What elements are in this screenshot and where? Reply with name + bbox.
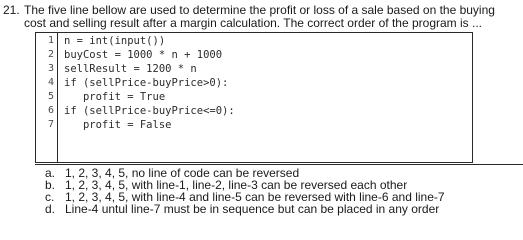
code-line: profit = True — [64, 91, 166, 103]
option-letter: d. — [45, 202, 56, 216]
option-letter: b. — [45, 178, 56, 192]
option-letter: c. — [45, 190, 55, 204]
line-number: 2 — [47, 49, 54, 60]
option-text: 1, 2, 3, 4, 5, with line-1, line-2, line-3 can be reversed each other — [65, 178, 408, 192]
line-number-gutter — [36, 33, 58, 162]
code-line: profit = False — [64, 119, 172, 131]
code-block — [35, 32, 473, 163]
line-number: 6 — [47, 105, 54, 116]
code-line: if (sellPrice-buyPrice<=0): — [64, 105, 235, 117]
code-line: sellResult = 1200 * n — [64, 63, 197, 75]
option-letter: a. — [45, 166, 56, 180]
option-text: 1, 2, 3, 4, 5, no line of code can be reversed — [65, 166, 300, 180]
option-d[interactable] — [45, 203, 439, 216]
option-text: Line-4 untul line-7 must be in sequence but can be placed in any order — [65, 202, 440, 216]
line-number: 7 — [47, 119, 54, 130]
answer-options — [35, 164, 523, 216]
line-number: 4 — [47, 77, 54, 88]
code-line: if (sellPrice-buyPrice>0): — [64, 77, 229, 89]
option-text: 1, 2, 3, 4, 5, with line-4 and line-5 can be reversed with line-6 and line-7 — [65, 190, 445, 204]
code-line: n = int(input()) — [64, 35, 166, 47]
line-number: 3 — [47, 63, 54, 74]
line-number: 5 — [47, 91, 54, 102]
line-number: 1 — [47, 35, 54, 46]
question-text: The five line bellow are used to determine the profit or loss of a sale based on the buying cost and selling result after a margin calculation. The correct order of the program is ... — [24, 3, 495, 30]
code-line: buyCost = 1000 * n + 1000 — [64, 49, 223, 61]
question-number: 21. — [3, 3, 20, 17]
